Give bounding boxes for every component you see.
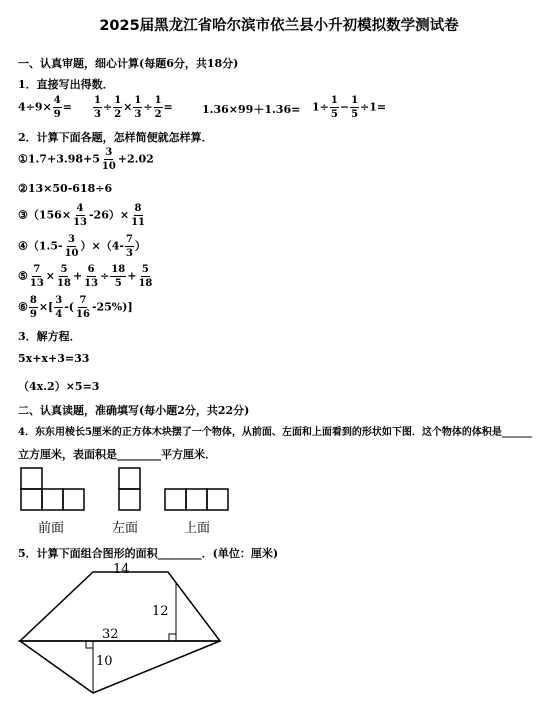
q2-item-1: ①1.7+3.98+5 $\frac{3}{10}$ +2.02 [18,147,154,172]
q1-item-4: 1÷ $\frac{1}{5}$ − $\frac{1}{5}$ ÷1= [312,95,387,120]
label-base: 32 [102,627,119,642]
q2-item-2: ②13×50-618÷6 [18,182,113,195]
front-view-label: 前面 [38,521,65,536]
q4-line1: 4．东东用棱长5厘米的正方体木块摆了一个物体，从前面、左面和上面看到的形状如下图．这个物体的体积是______ [18,427,532,438]
q1-label: 1．直接写出得数． [18,78,114,91]
q2-item-3: ③（156× $\frac{4}{13}$ -26）× $\frac{8}{11}$ [18,203,145,228]
q1-item-3: 1.36×99＋1.36= [202,103,301,116]
q2-item-4: ④（1.5- $\frac{3}{10}$ ）×（4- $\frac{7}{3}$ ） [18,234,146,259]
section1-heading: 一、认真审题，细心计算(每题6分，共18分) [18,57,239,70]
top-view [165,489,228,510]
view-diagrams [18,465,248,513]
q5-line: 5．计算下面组合图形的面积________．(单位：厘米) [18,547,279,560]
label-tri-height: 10 [96,654,113,669]
trapezoid [20,572,220,641]
top-view-label: 上面 [184,521,211,536]
equation-1: 5x+x+3=33 [18,352,90,365]
label-height: 12 [152,604,169,619]
fraction: $\frac{4}{9}$ [53,95,61,120]
front-view [21,468,84,510]
q2-label: 2．计算下面各题，怎样简便就怎样算． [18,131,213,144]
q1-item-2: $\frac{1}{3}$ ÷ $\frac{1}{2}$ × $\frac{1}{3}$ ÷ $\frac{1}{2}$ = [94,95,173,120]
page-title: 2025届黑龙江省哈尔滨市依兰县小升初模拟数学测试卷 [99,18,459,34]
q2-item-6: ⑥ $\frac{8}{9}$ ×[ $\frac{3}{4}$ -( $\frac{7}{16}$ -25%)] [18,295,133,320]
q3-label: 3．解方程． [18,330,81,343]
left-view-label: 左面 [112,521,139,536]
q2-item-5: ⑤ $\frac{7}{13}$ × $\frac{5}{18}$ + $\frac{6}{13}$ ÷ $\frac{18}{5}$ + $\frac{5}{18}$ [18,264,153,289]
right-angle-mark-2 [86,641,93,648]
composite-figure [10,560,240,716]
equation-2: （4x.2）×5=3 [18,380,100,393]
q1-item-1: 4÷9× $\frac{4}{9}$ = [18,95,72,120]
right-angle-mark-1 [169,634,176,641]
left-view [119,468,140,510]
section2-heading: 二、认真读题，准确填写(每小题2分，共22分) [18,404,250,417]
q4-line2: 立方厘米，表面积是________平方厘米． [18,448,216,461]
label-top: 14 [113,562,130,577]
triangle [20,641,220,693]
